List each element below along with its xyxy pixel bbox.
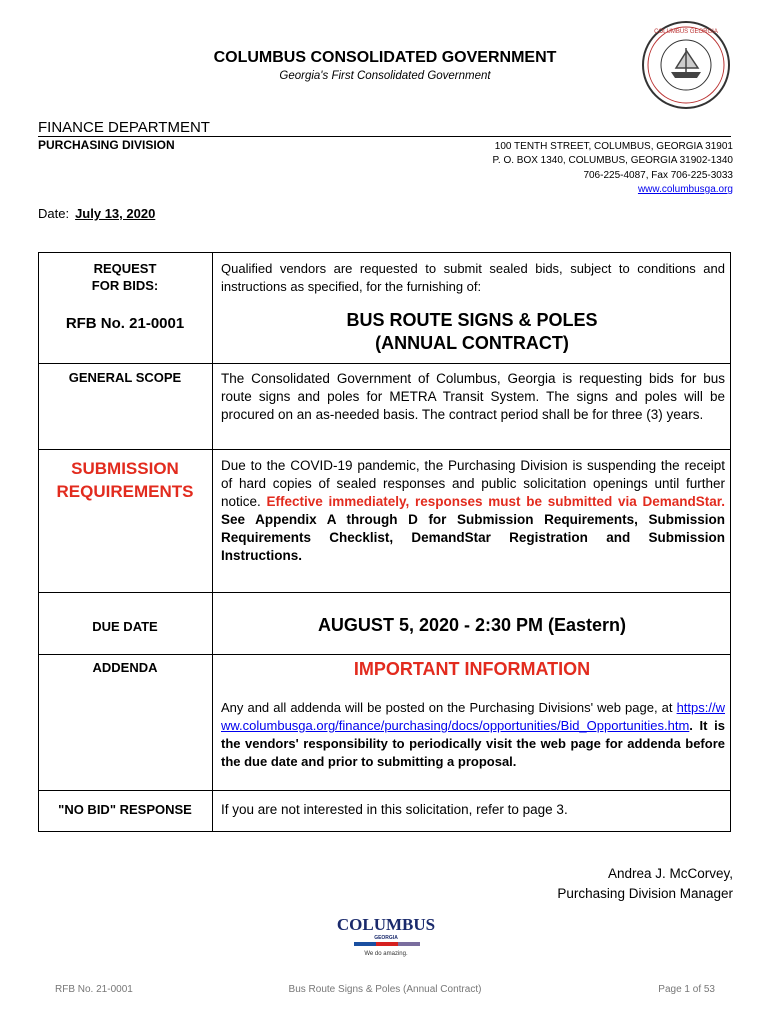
- logo-tagline: We do amazing.: [364, 951, 408, 957]
- website-link[interactable]: www.columbusga.org: [637, 183, 733, 195]
- important-info-heading: IMPORTANT INFORMATION: [353, 659, 591, 679]
- table-row-divider: [38, 790, 731, 791]
- solicitation-title: [213, 309, 731, 355]
- footer-title: Bus Route Signs & Poles (Annual Contract): [288, 984, 482, 995]
- table-row-divider: [38, 363, 731, 364]
- submission-label-line1: SUBMISSION: [71, 459, 179, 478]
- submission-label: [38, 457, 212, 503]
- submission-label-line2: REQUIREMENTS: [56, 482, 194, 501]
- columbus-logo-icon: [336, 912, 436, 966]
- date-label: Date:: [38, 206, 70, 221]
- division-name: PURCHASING DIVISION: [38, 138, 175, 152]
- address-line-1: 100 TENTH STREET, COLUMBUS, GEORGIA 31901: [494, 141, 733, 152]
- submission-text-bold: See Appendix A through D for Submission Requirements, Submission Requirements Checklist, DemandStar Registration and Submission Instructions.: [221, 512, 725, 563]
- city-seal-icon: [641, 20, 731, 110]
- date-value: July 13, 2020: [75, 206, 156, 221]
- addenda-label: ADDENDA: [92, 660, 158, 675]
- government-title: COLUMBUS CONSOLIDATED GOVERNMENT: [213, 49, 557, 66]
- address-block: [493, 140, 734, 197]
- submission-text: [221, 457, 725, 565]
- due-date-value: AUGUST 5, 2020 - 2:30 PM (Eastern): [317, 615, 627, 635]
- request-label-line2: FOR BIDS:: [91, 278, 159, 293]
- phone-fax: 706-225-4087, Fax 706-225-3033: [583, 169, 733, 181]
- no-bid-label: "NO BID" RESPONSE: [58, 802, 192, 817]
- header-rule: [38, 136, 731, 137]
- due-date-label: DUE DATE: [92, 619, 158, 634]
- addenda-text-bold: . It is the vendors' responsibility to periodically visit the web page for addenda before the due date and prior to submitting a proposal.: [221, 718, 725, 769]
- addenda-text-plain: Any and all addenda will be posted on the Purchasing Divisions' web page, at: [221, 700, 677, 715]
- signer-title: Purchasing Division Manager: [557, 886, 733, 901]
- signature-block: [557, 864, 733, 904]
- table-row-divider: [38, 654, 731, 655]
- seal-text: COLUMBUS GEORGIA: [654, 29, 718, 35]
- logo-wordmark: COLUMBUS: [336, 915, 436, 934]
- table-row-divider: [38, 592, 731, 593]
- footer-page-number: Page 1 of 53: [658, 984, 715, 995]
- solicitation-title-line1: BUS ROUTE SIGNS & POLES: [346, 310, 598, 330]
- no-bid-text: If you are not interested in this solicitation, refer to page 3.: [221, 802, 568, 817]
- submission-text-red: Effective immediately, responses must be submitted via DemandStar.: [266, 494, 726, 509]
- footer-rfb-number: RFB No. 21-0001: [55, 984, 133, 995]
- signer-name: Andrea J. McCorvey,: [607, 866, 733, 881]
- request-text: Qualified vendors are requested to submit sealed bids, subject to conditions and instructions as specified, for the furnishing of:: [221, 261, 725, 294]
- request-label-line1: REQUEST: [93, 261, 157, 276]
- department-name: FINANCE DEPARTMENT: [38, 119, 210, 136]
- date-line: [38, 206, 155, 221]
- request-label: [38, 260, 212, 294]
- submission-text-plain: Due to the COVID-19 pandemic, the Purchasing Division is suspending the receipt of hard copies of sealed responses and public solicitation openings until further notice.: [221, 458, 725, 509]
- purchasing-web-link[interactable]: https://www.columbusga.org/finance/purchasing/docs/opportunities/Bid_Opportunities.htm: [221, 700, 725, 733]
- solicitation-title-line2: (ANNUAL CONTRACT): [375, 333, 569, 353]
- rfb-number: RFB No. 21-0001: [65, 315, 185, 332]
- general-scope-text: The Consolidated Government of Columbus, Georgia is requesting bids for bus route signs and poles for METRA Transit System. The signs and poles will be procured on an as-needed basis. The contract period shall be for three (3) years.: [221, 371, 725, 422]
- government-subtitle: Georgia's First Consolidated Government: [279, 70, 491, 82]
- table-row-divider: [38, 449, 731, 450]
- addenda-text: [221, 699, 725, 771]
- logo-state: GEORGIA: [374, 935, 398, 941]
- address-line-2: P. O. BOX 1340, COLUMBUS, GEORGIA 31902-1340: [492, 155, 733, 167]
- general-scope-label: GENERAL SCOPE: [68, 370, 182, 385]
